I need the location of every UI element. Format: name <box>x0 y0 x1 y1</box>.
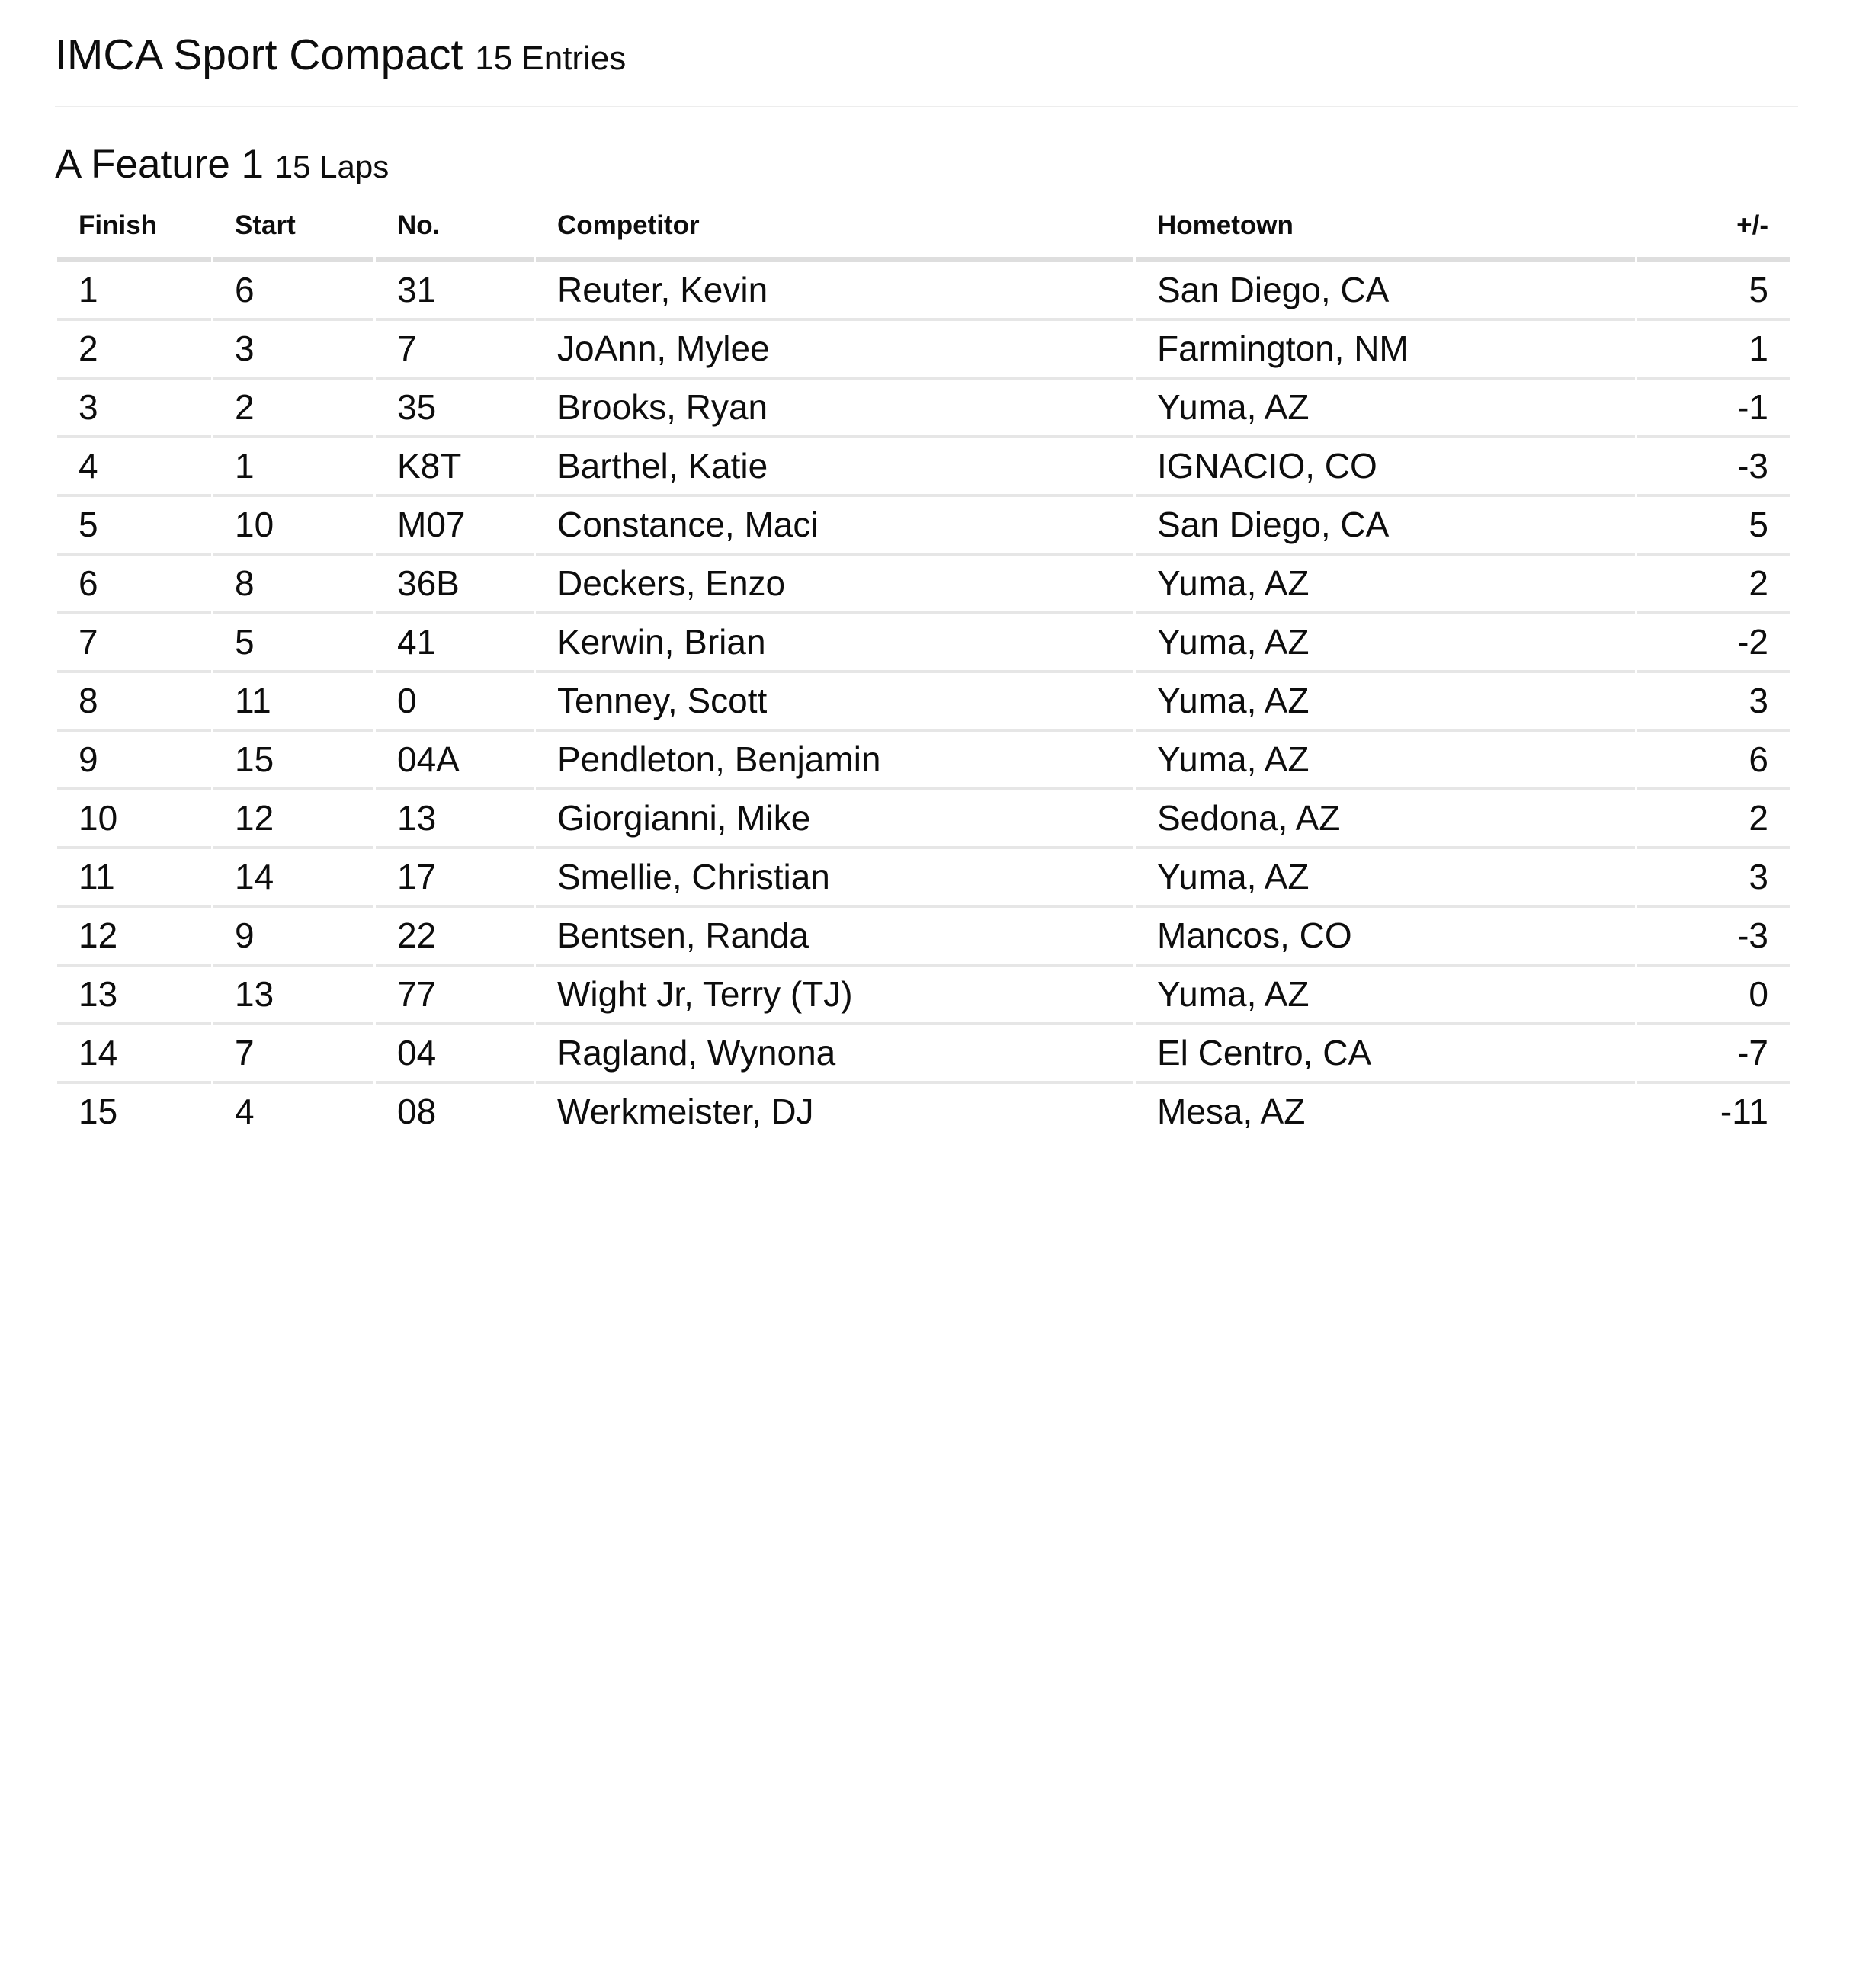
cell-no: 22 <box>376 908 534 967</box>
cell-no: K8T <box>376 438 534 497</box>
cell-diff: 1 <box>1637 321 1790 380</box>
cell-start: 2 <box>213 380 373 438</box>
cell-start: 5 <box>213 614 373 673</box>
result-row <box>57 908 1790 967</box>
section-title <box>55 141 1798 190</box>
cell-no: M07 <box>376 497 534 556</box>
cell-no: 7 <box>376 321 534 380</box>
cell-start: 9 <box>213 908 373 967</box>
cell-hometown: Yuma, AZ <box>1136 556 1635 614</box>
header-row <box>57 190 1790 262</box>
cell-finish: 3 <box>57 380 211 438</box>
column-header-diff: +/- <box>1637 190 1790 262</box>
cell-no: 0 <box>376 673 534 732</box>
result-row <box>57 497 1790 556</box>
cell-finish: 11 <box>57 849 211 908</box>
result-row <box>57 556 1790 614</box>
cell-hometown: Yuma, AZ <box>1136 732 1635 790</box>
cell-competitor: Bentsen, Randa <box>536 908 1133 967</box>
column-header-start: Start <box>213 190 373 262</box>
entries-count-label: 15 Entries <box>475 40 627 77</box>
result-row <box>57 673 1790 732</box>
cell-diff: -2 <box>1637 614 1790 673</box>
result-row <box>57 967 1790 1025</box>
cell-diff: 5 <box>1637 497 1790 556</box>
class-name-label: IMCA Sport Compact <box>55 30 463 79</box>
cell-start: 13 <box>213 967 373 1025</box>
cell-finish: 5 <box>57 497 211 556</box>
cell-diff: 0 <box>1637 967 1790 1025</box>
cell-finish: 12 <box>57 908 211 967</box>
cell-finish: 13 <box>57 967 211 1025</box>
cell-competitor: Pendleton, Benjamin <box>536 732 1133 790</box>
cell-hometown: Yuma, AZ <box>1136 380 1635 438</box>
cell-finish: 9 <box>57 732 211 790</box>
cell-start: 10 <box>213 497 373 556</box>
cell-diff: 6 <box>1637 732 1790 790</box>
cell-finish: 7 <box>57 614 211 673</box>
result-row <box>57 1084 1790 1140</box>
cell-finish: 6 <box>57 556 211 614</box>
cell-diff: -1 <box>1637 380 1790 438</box>
cell-start: 7 <box>213 1025 373 1084</box>
cell-finish: 8 <box>57 673 211 732</box>
feature-name-label: A Feature 1 <box>55 142 264 187</box>
cell-hometown: Farmington, NM <box>1136 321 1635 380</box>
cell-competitor: Kerwin, Brian <box>536 614 1133 673</box>
cell-start: 6 <box>213 262 373 321</box>
cell-hometown: El Centro, CA <box>1136 1025 1635 1084</box>
result-row <box>57 380 1790 438</box>
cell-hometown: Mesa, AZ <box>1157 1092 1306 1131</box>
result-row <box>57 732 1790 790</box>
cell-diff: -3 <box>1637 908 1790 967</box>
cell-diff: -7 <box>1637 1025 1790 1084</box>
cell-hometown: Yuma, AZ <box>1136 614 1635 673</box>
cell-finish: 2 <box>57 321 211 380</box>
cell-competitor: Ragland, Wynona <box>536 1025 1133 1084</box>
title-divider <box>55 106 1798 107</box>
cell-start: 1 <box>213 438 373 497</box>
cell-diff: 3 <box>1637 673 1790 732</box>
cell-hometown: Yuma, AZ <box>1136 849 1635 908</box>
cell-start: 15 <box>213 732 373 790</box>
cell-competitor: Tenney, Scott <box>536 673 1133 732</box>
cell-finish: 1 <box>57 262 211 321</box>
column-header-no: No. <box>376 190 534 262</box>
cell-finish: 15 <box>79 1092 118 1131</box>
cell-competitor: Werkmeister, DJ <box>557 1092 814 1131</box>
cell-diff: 2 <box>1637 790 1790 849</box>
column-header-competitor: Competitor <box>536 190 1133 262</box>
cell-no: 41 <box>376 614 534 673</box>
cell-competitor: Deckers, Enzo <box>536 556 1133 614</box>
cell-diff: 3 <box>1637 849 1790 908</box>
cell-no: 08 <box>397 1092 437 1131</box>
cell-diff: 2 <box>1637 556 1790 614</box>
cell-no: 04 <box>376 1025 534 1084</box>
cell-no: 13 <box>376 790 534 849</box>
cell-competitor: Giorgianni, Mike <box>536 790 1133 849</box>
cell-finish: 4 <box>57 438 211 497</box>
cell-hometown: Yuma, AZ <box>1136 967 1635 1025</box>
result-row <box>57 262 1790 321</box>
result-row <box>57 1025 1790 1084</box>
result-row <box>57 438 1790 497</box>
cell-hometown: IGNACIO, CO <box>1136 438 1635 497</box>
cell-competitor: Smellie, Christian <box>536 849 1133 908</box>
cell-competitor: Brooks, Ryan <box>536 380 1133 438</box>
cell-diff: -3 <box>1637 438 1790 497</box>
cell-diff: 5 <box>1637 262 1790 321</box>
cell-competitor: Reuter, Kevin <box>536 262 1133 321</box>
cell-start: 11 <box>213 673 373 732</box>
column-header-hometown: Hometown <box>1136 190 1635 262</box>
result-row <box>57 849 1790 908</box>
laps-count-label: 15 Laps <box>274 149 390 184</box>
result-row <box>57 321 1790 380</box>
cell-hometown: Mancos, CO <box>1136 908 1635 967</box>
cell-start: 14 <box>213 849 373 908</box>
cell-hometown: Sedona, AZ <box>1136 790 1635 849</box>
result-row <box>57 790 1790 849</box>
cell-no: 17 <box>376 849 534 908</box>
cell-finish: 10 <box>57 790 211 849</box>
cell-diff: -11 <box>1720 1092 1768 1131</box>
cell-no: 77 <box>376 967 534 1025</box>
cell-start: 8 <box>213 556 373 614</box>
results-table <box>55 190 1792 1140</box>
column-header-finish: Finish <box>57 190 211 262</box>
cell-competitor: JoAnn, Mylee <box>536 321 1133 380</box>
cell-start: 12 <box>213 790 373 849</box>
result-row <box>57 614 1790 673</box>
cell-competitor: Wight Jr, Terry (TJ) <box>536 967 1133 1025</box>
cell-hometown: San Diego, CA <box>1136 262 1635 321</box>
cell-no: 36B <box>376 556 534 614</box>
cell-competitor: Barthel, Katie <box>536 438 1133 497</box>
cell-hometown: San Diego, CA <box>1136 497 1635 556</box>
cell-competitor: Constance, Maci <box>536 497 1133 556</box>
cell-finish: 14 <box>57 1025 211 1084</box>
cell-hometown: Yuma, AZ <box>1136 673 1635 732</box>
cell-start: 3 <box>213 321 373 380</box>
cell-no: 35 <box>376 380 534 438</box>
page-title <box>55 30 1798 83</box>
cell-no: 31 <box>376 262 534 321</box>
cell-no: 04A <box>376 732 534 790</box>
cell-start: 4 <box>235 1092 255 1131</box>
